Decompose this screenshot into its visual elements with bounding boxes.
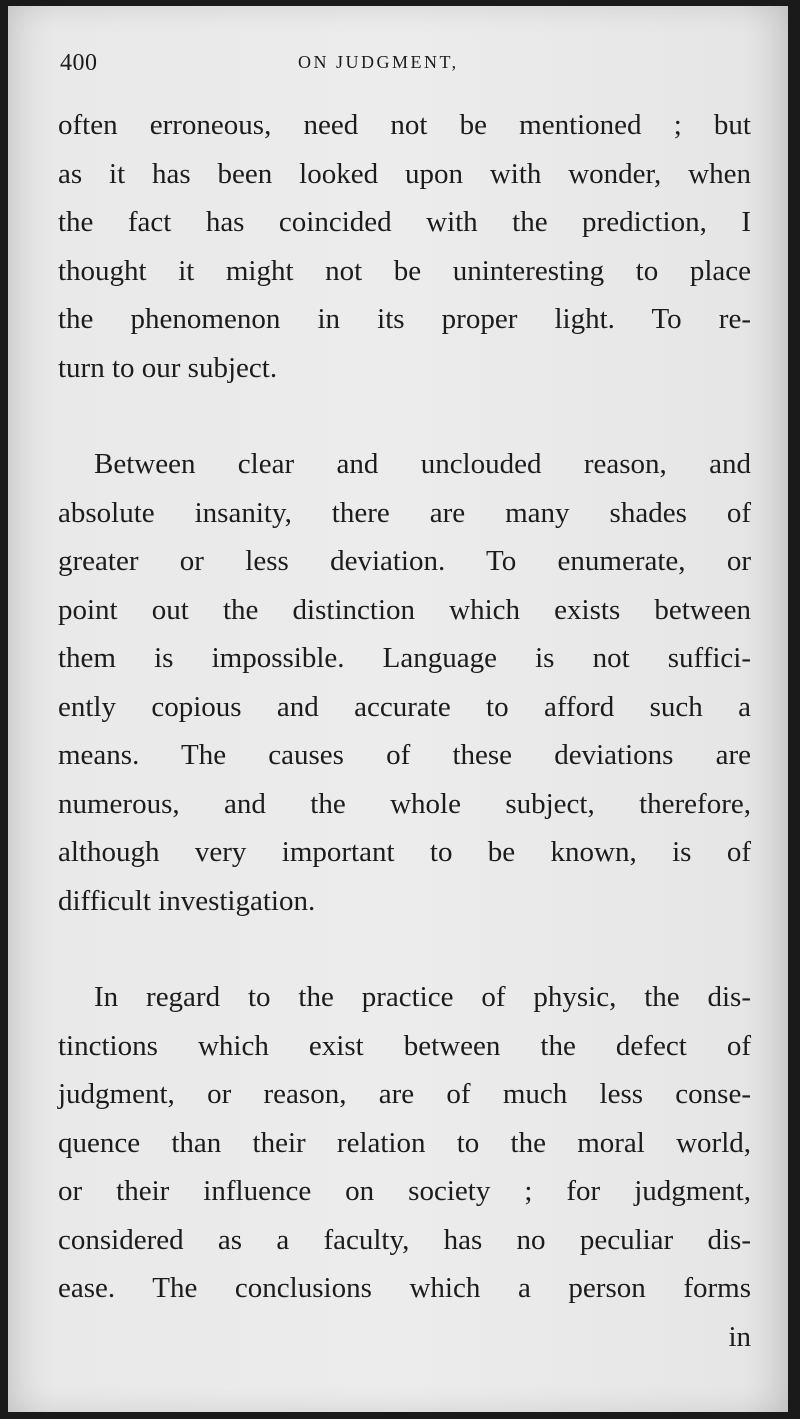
text-line: judgment, or reason, are of much less conse- — [58, 1078, 751, 1110]
text-line: numerous, and the whole subject, therefore, — [58, 787, 751, 820]
paragraph-1 — [58, 101, 751, 392]
text-line: considered as a faculty, has no peculiar dis- — [58, 1223, 751, 1256]
book-page — [8, 6, 788, 1412]
text-line: ently copious and accurate to afford such a — [58, 690, 751, 723]
text-line: or their influence on society ; for judgment, — [58, 1175, 751, 1207]
text-line: turn to our subject. — [58, 351, 278, 384]
text-line: point out the distinction which exists between — [58, 593, 751, 626]
catchword: in — [728, 1320, 751, 1353]
text-line: the fact has coincided with the prediction, I — [58, 206, 751, 238]
text-line: them is impossible. Language is not suffici- — [58, 642, 751, 674]
text-line: greater or less deviation. To enumerate, or — [58, 545, 751, 577]
text-line: often erroneous, need not be mentioned ; but — [58, 109, 751, 141]
page-header — [60, 46, 750, 86]
paragraph-2 — [58, 440, 751, 925]
body-text — [58, 101, 751, 1361]
text-line: as it has been looked upon with wonder, when — [58, 157, 751, 190]
text-line: the phenomenon in its proper light. To re- — [58, 303, 751, 335]
paragraph-3 — [58, 973, 751, 1313]
text-line: difficult investigation. — [58, 884, 316, 917]
text-line: absolute insanity, there are many shades of — [58, 496, 751, 529]
text-line: quence than their relation to the moral world, — [58, 1126, 751, 1159]
text-line: Between clear and unclouded reason, and — [94, 448, 751, 480]
text-line: ease. The conclusions which a person forms — [58, 1272, 751, 1304]
text-line: means. The causes of these deviations are — [58, 739, 751, 771]
page-number: 400 — [60, 50, 98, 76]
text-line: tinctions which exist between the defect of — [58, 1029, 751, 1062]
text-line: although very important to be known, is of — [58, 836, 751, 868]
paragraph-gap — [58, 925, 751, 973]
running-head: ON JUDGMENT, — [298, 52, 459, 72]
text-line: thought it might not be uninteresting to place — [58, 254, 751, 287]
paragraph-gap — [58, 392, 751, 440]
text-line: In regard to the practice of physic, the dis- — [94, 981, 751, 1013]
